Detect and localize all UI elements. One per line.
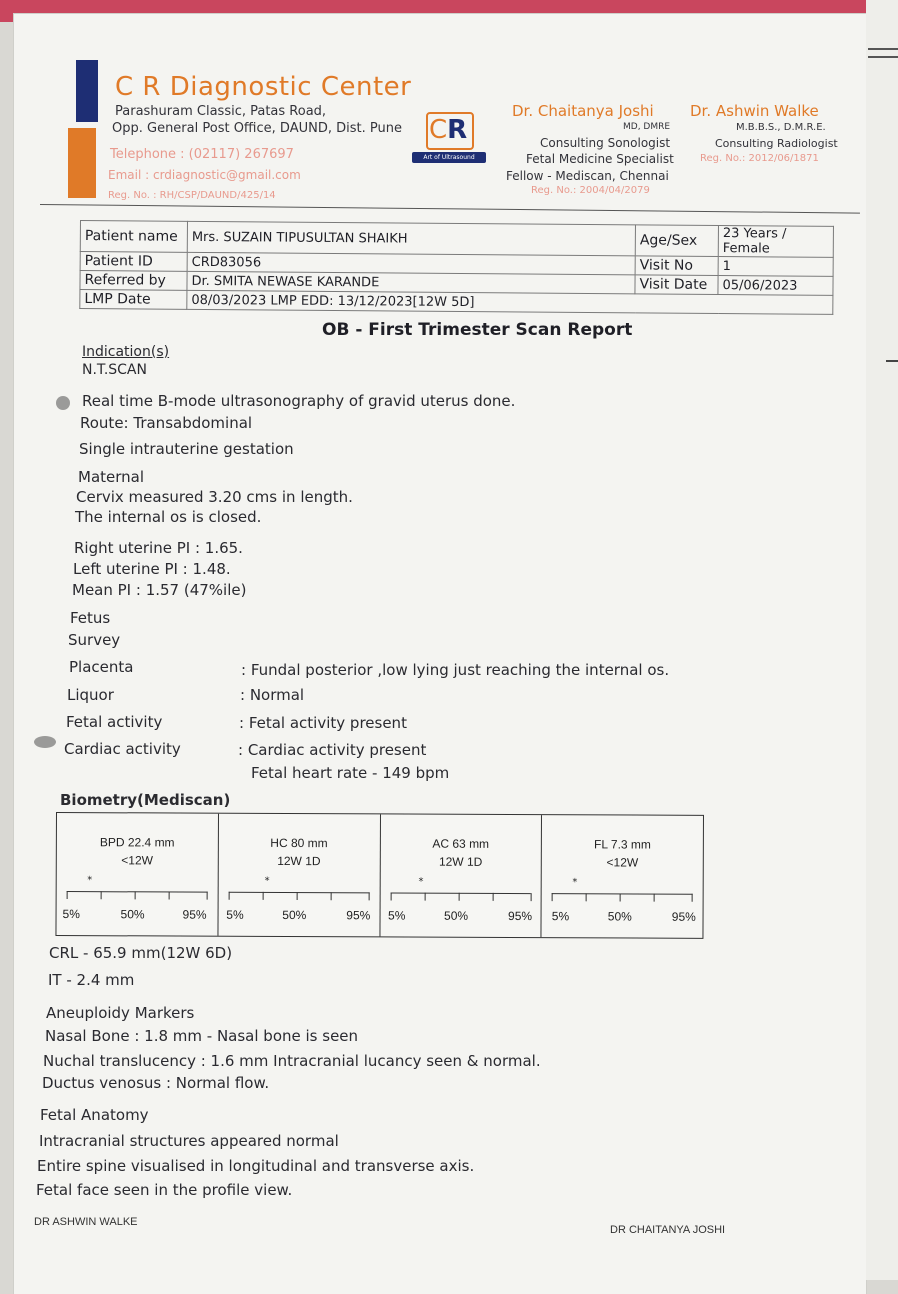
pct-low: 5%: [226, 907, 244, 922]
visit-no-value: 1: [718, 257, 833, 277]
edge-mark: [868, 56, 898, 58]
axis-tick: [552, 893, 553, 901]
doctor2-degree: M.B.B.S., D.M.R.E.: [736, 122, 826, 133]
anatomy-spine: Entire spine visualised in longitudinal and transverse axis.: [37, 1157, 475, 1175]
axis-tick: [692, 894, 693, 902]
fl-marker: *: [572, 877, 578, 889]
fetal-heart-rate: Fetal heart rate - 149 bpm: [251, 764, 450, 782]
patient-id-value: CRD83056: [187, 252, 635, 275]
report-title: OB - First Trimester Scan Report: [322, 320, 633, 340]
signature-right: DR CHAITANYA JOSHI: [610, 1224, 726, 1236]
logo-tagline: Art of Ultrasound: [412, 152, 486, 163]
doctor2-name: Dr. Ashwin Walke: [690, 102, 819, 120]
fetus-heading: Fetus: [70, 609, 111, 627]
biometry-cell-bpd: [56, 813, 218, 936]
nuchal-translucency: Nuchal translucency : 1.6 mm Intracranial lucancy seen & normal.: [43, 1052, 541, 1070]
biometry-heading: Biometry(Mediscan): [60, 791, 231, 809]
pct-low: 5%: [388, 908, 406, 923]
liquor-value: : Normal: [240, 686, 305, 704]
gestation: Single intrauterine gestation: [79, 440, 294, 458]
axis-tick: [101, 891, 102, 899]
anatomy-heading: Fetal Anatomy: [40, 1106, 149, 1124]
ac-age: 12W 1D: [438, 854, 483, 869]
crl: CRL - 65.9 mm(12W 6D): [49, 944, 233, 962]
bpd-age: <12W: [121, 853, 154, 868]
axis-tick: [586, 893, 587, 901]
cr-logo: [412, 112, 486, 164]
cardiac-activity-label: Cardiac activity: [64, 740, 181, 758]
ductus-venosus: Ductus venosus : Normal flow.: [42, 1074, 270, 1092]
percentile-axis: [228, 892, 369, 894]
adjacent-page-edge: [866, 0, 898, 1280]
ac-marker: *: [418, 876, 424, 888]
fetal-activity-label: Fetal activity: [66, 713, 163, 731]
pct-mid: 50%: [282, 907, 307, 923]
biometry-cell-ac: [380, 814, 542, 937]
visit-no-label: Visit No: [635, 256, 718, 276]
aneuploidy-heading: Aneuploidy Markers: [46, 1004, 195, 1022]
axis-tick: [492, 893, 493, 901]
axis-tick: [368, 892, 369, 900]
internal-os: The internal os is closed.: [75, 508, 262, 526]
pct-mid: 50%: [444, 908, 469, 923]
intracranial-translucency: IT - 2.4 mm: [48, 971, 135, 989]
indication-heading: Indication(s): [82, 344, 170, 360]
maternal-heading: Maternal: [78, 468, 145, 486]
visit-date-label: Visit Date: [635, 275, 718, 295]
doctor1-reg: Reg. No.: 2004/04/2079: [531, 185, 650, 196]
patient-name-value: Mrs. SUZAIN TIPUSULTAN SHAIKH: [187, 221, 635, 256]
mean-pi: Mean PI : 1.57 (47%ile): [72, 581, 247, 599]
pct-mid: 50%: [120, 907, 145, 922]
pct-mid: 50%: [607, 909, 632, 924]
hc-age: 12W 1D: [277, 853, 321, 869]
cardiac-activity-value: : Cardiac activity present: [238, 741, 427, 759]
anatomy-intracranial: Intracranial structures appeared normal: [39, 1132, 339, 1150]
axis-tick: [530, 893, 531, 901]
axis-tick: [654, 894, 655, 902]
doctor1-role3: Fellow - Mediscan, Chennai: [506, 169, 669, 183]
fl-age: <12W: [606, 855, 639, 870]
center-name: C R Diagnostic Center: [115, 72, 412, 102]
age-sex-label: Age/Sex: [635, 225, 718, 257]
referred-by-label: Referred by: [80, 271, 187, 291]
edge-mark: [868, 48, 898, 50]
punch-hole-shadow: [56, 396, 70, 410]
bpd-marker: *: [87, 875, 93, 887]
lmp-date-label: LMP Date: [80, 290, 187, 310]
nasal-bone: Nasal Bone : 1.8 mm - Nasal bone is seen: [45, 1027, 359, 1045]
pct-high: 95%: [508, 908, 533, 924]
address-line2: Opp. General Post Office, DAUND, Dist. Pune: [112, 121, 402, 136]
placenta-value: : Fundal posterior ,low lying just reaching the internal os.: [241, 661, 670, 679]
logo-letter-r: R: [447, 115, 468, 145]
hc-marker: *: [264, 875, 270, 887]
axis-tick: [330, 892, 331, 900]
percentile-axis: [552, 893, 693, 895]
age-sex-value: 23 Years / Female: [718, 226, 833, 258]
percentile-axis: [390, 892, 531, 894]
pct-high: 95%: [346, 908, 371, 923]
doctor1-name: Dr. Chaitanya Joshi: [512, 102, 654, 120]
pct-high: 95%: [182, 907, 207, 922]
doctor1-degree: MD, DMRE: [623, 122, 671, 132]
axis-tick: [390, 892, 391, 900]
scan-description: Real time B-mode ultrasonography of gravid uterus done.: [82, 392, 516, 410]
signature-left: DR ASHWIN WALKE: [34, 1216, 138, 1228]
logo-letters: [429, 115, 467, 145]
axis-tick: [262, 892, 263, 900]
logo-letter-c: C: [429, 115, 448, 145]
registration-number: Reg. No. : RH/CSP/DAUND/425/14: [108, 190, 276, 201]
pct-low: 5%: [62, 907, 80, 922]
doctor2-reg: Reg. No.: 2012/06/1871: [700, 153, 819, 164]
patient-id-label: Patient ID: [80, 252, 187, 272]
biometry-panel: [55, 812, 704, 939]
axis-tick: [135, 891, 136, 899]
axis-tick: [207, 892, 208, 900]
pct-low: 5%: [551, 909, 570, 924]
ac-measure: AC 63 mm: [432, 836, 490, 851]
axis-tick: [620, 893, 621, 901]
brand-bar-orange: [68, 128, 96, 198]
survey-heading: Survey: [68, 631, 121, 649]
telephone: Telephone : (02117) 267697: [110, 147, 294, 162]
pct-high: 95%: [671, 909, 696, 924]
patient-name-label: Patient name: [80, 221, 187, 253]
anatomy-face: Fetal face seen in the profile view.: [36, 1181, 293, 1199]
axis-tick: [169, 891, 170, 899]
referred-by-value: Dr. SMITA NEWASE KARANDE: [187, 271, 635, 294]
placenta-label: Placenta: [69, 658, 134, 676]
axis-tick: [67, 891, 68, 899]
liquor-label: Liquor: [67, 686, 114, 704]
percentile-axis: [67, 891, 208, 893]
biometry-cell-hc: [218, 814, 380, 937]
left-uterine-pi: Left uterine PI : 1.48.: [73, 560, 231, 578]
bpd-measure: BPD 22.4 mm: [99, 835, 175, 850]
address-line1: Parashuram Classic, Patas Road,: [115, 104, 327, 119]
axis-tick: [296, 892, 297, 900]
doctor1-role1: Consulting Sonologist: [540, 136, 671, 150]
email: Email : crdiagnostic@gmail.com: [108, 168, 301, 182]
axis-tick: [424, 893, 425, 901]
doctor1-role2: Fetal Medicine Specialist: [526, 152, 674, 166]
axis-tick: [458, 893, 459, 901]
fetal-activity-value: : Fetal activity present: [239, 714, 407, 732]
edge-mark: [886, 360, 898, 362]
biometry-cell-fl: [542, 815, 703, 938]
lmp-date-value: 08/03/2023 LMP EDD: 13/12/2023[12W 5D]: [187, 290, 833, 314]
patient-info-table: [79, 220, 834, 315]
hc-measure: HC 80 mm: [270, 835, 328, 851]
right-uterine-pi: Right uterine PI : 1.65.: [74, 539, 243, 557]
fl-measure: FL 7.3 mm: [594, 837, 651, 852]
cervix-length: Cervix measured 3.20 cms in length.: [76, 488, 353, 506]
route: Route: Transabdominal: [80, 414, 253, 432]
visit-date-value: 05/06/2023: [718, 276, 833, 296]
indication-value: N.T.SCAN: [82, 362, 147, 378]
doctor2-role: Consulting Radiologist: [715, 137, 838, 150]
brand-bar-blue: [76, 60, 98, 122]
axis-tick: [228, 892, 229, 900]
punch-hole-shadow: [34, 736, 56, 748]
